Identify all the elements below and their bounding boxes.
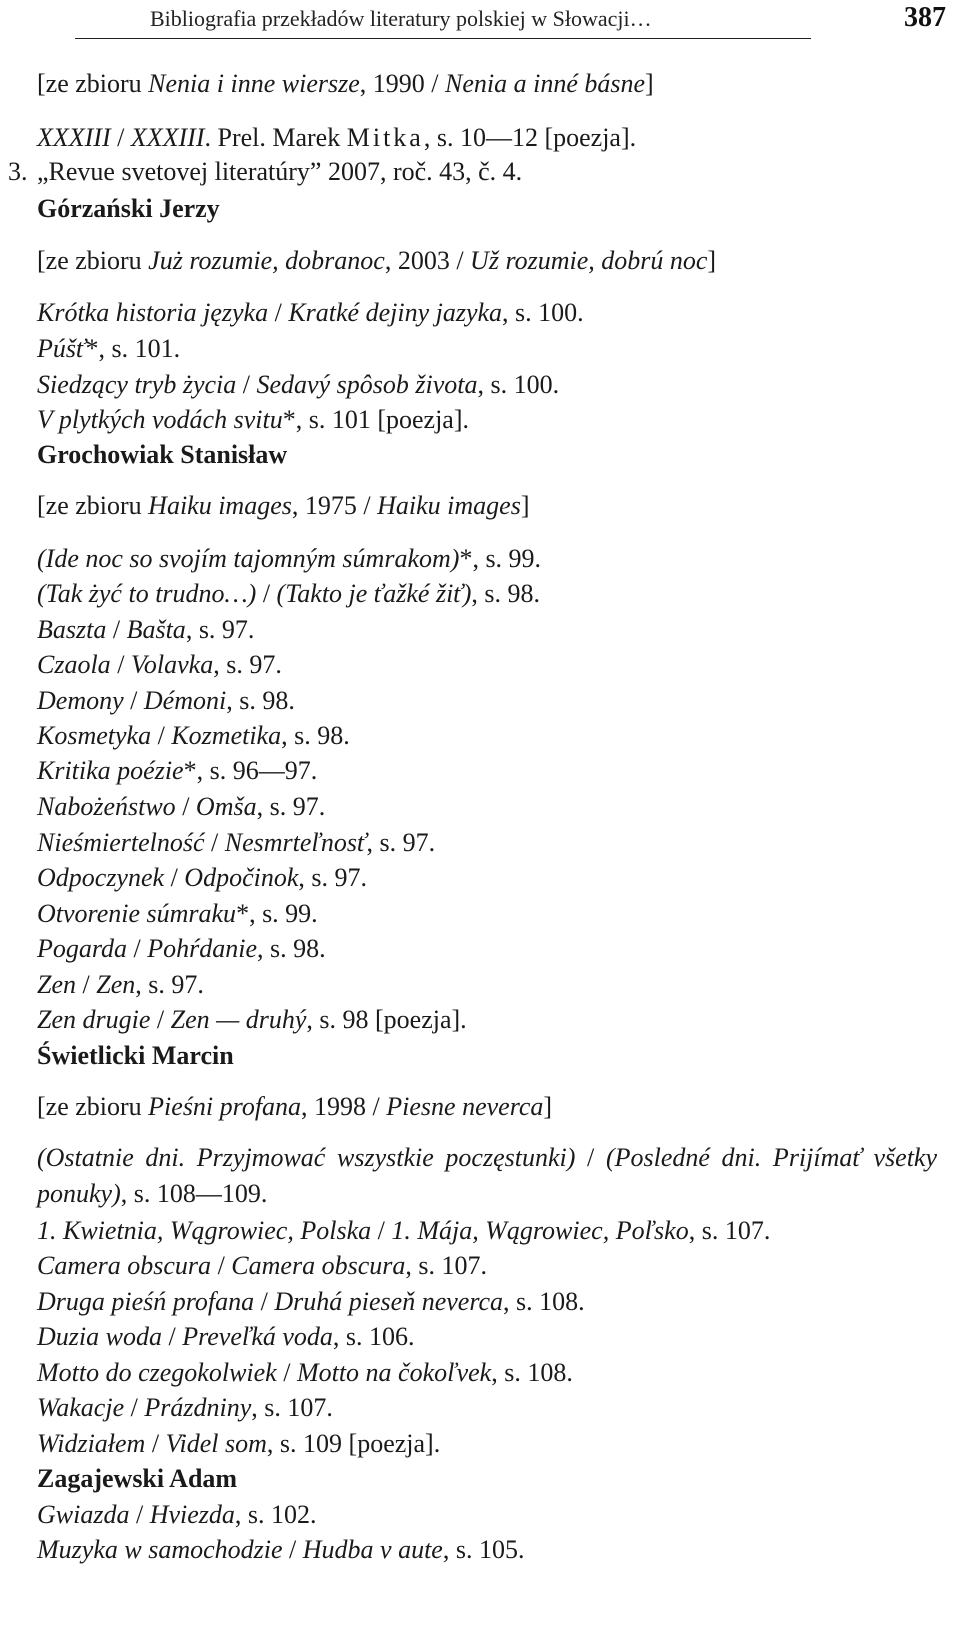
bibliography-entry [37,649,940,681]
entry-text: , 2003 / [384,246,471,275]
entry-text: / [204,828,225,857]
bibliography-entry [37,1250,940,1282]
italic-title: Pieśni profana [148,1092,302,1121]
entry-text: / [282,1535,303,1564]
italic-title: Odpoczynek [37,863,165,892]
bibliography-entry [37,755,940,787]
italic-title: (Takto je ťažké žiť) [276,579,472,608]
entry-text: ] [707,246,717,275]
author-line [37,193,940,225]
italic-title: Czaola [37,650,111,679]
entry-text: *, s. 101. [85,334,181,363]
entry-text: , s. 98 [poezja]. [306,1005,467,1034]
bibliography-entry [37,614,940,646]
entry-text: / [276,1358,297,1387]
italic-title: Motto do czegokolwiek [37,1358,277,1387]
entry-text: ] [520,491,530,520]
bibliography-entry [37,578,940,610]
entry-text: , s. 108. [491,1358,573,1387]
italic-title: Nenia a inné básne [445,69,646,98]
entry-text: [ze zbioru [37,1092,149,1121]
entry-text: / [150,1005,171,1034]
bibliography-entry [37,1357,940,1389]
italic-title: Hudba v aute [302,1535,443,1564]
italic-title: V plytkých vodách svitu [37,405,283,434]
entry-text: , s. 10—12 [poezja]. [423,123,637,152]
italic-title: XXXIII [130,123,205,152]
bibliography-entry [37,862,940,894]
author-heading: Zagajewski Adam [37,1464,238,1493]
bibliography-entry [8,156,940,188]
entry-text: , 1998 / [301,1092,387,1121]
entry-text: / [256,579,277,608]
bibliography-entry [37,1428,940,1460]
entry-text: *, s. 101 [poezja]. [282,405,469,434]
entry-text: [ze zbioru [37,69,149,98]
entry-text: , s. 97. [135,970,204,999]
bibliography-entry [37,245,940,277]
italic-title: Pohŕdanie [147,934,258,963]
italic-title: (Tak żyć to trudno…) [37,579,257,608]
italic-title: Demony [37,686,124,715]
bibliography-entry [37,969,940,1001]
bibliography-entry [37,1534,940,1566]
entry-text: / [236,370,257,399]
italic-title: Haiku images [148,491,292,520]
bibliography-entry [37,122,940,154]
bibliography-entry [37,297,940,329]
italic-title: (Ide noc so svojím tajomným súmrakom) [37,544,460,573]
entry-text: , s. 97. [298,863,368,892]
entry-text: / [371,1216,392,1245]
translator-name: Mitka [346,123,424,152]
bibliography-entry [37,827,940,859]
italic-title: Krótka historia języka [37,298,269,327]
entry-text: , s. 97. [256,792,326,821]
italic-title: Zen [37,970,76,999]
header-divider [75,38,811,39]
italic-title: (Ostatnie dni. Przyjmować wszystkie poczęstunki) [37,1143,576,1172]
bibliography-entry [37,490,940,522]
entry-text: , 1975 / [291,491,378,520]
italic-title: Nabożeństwo [37,792,176,821]
italic-title: Zen drugie [37,1005,151,1034]
bibliography-entry [37,369,940,401]
bibliography-entry [37,1286,940,1318]
italic-title: 1. Kwietnia, Wągrowiec, Polska [37,1216,372,1245]
entry-text: , s. 108. [503,1287,585,1316]
italic-title: Duzia woda [37,1322,162,1351]
italic-title: XXXIII [37,123,111,152]
entry-text: , s. 107. [405,1251,487,1280]
entry-number: 3. [8,157,28,186]
entry-text: ] [543,1092,553,1121]
entry-text: / [110,123,131,152]
italic-title: Hviezda [149,1500,235,1529]
italic-title: Motto na čokoľvek [296,1358,492,1387]
author-line [37,439,940,471]
entry-text: , s. 102. [234,1500,317,1529]
entry-text: , s. 98. [281,721,350,750]
author-heading: Grochowiak Stanisław [37,440,288,469]
entry-text: / [124,1393,145,1422]
entry-text: , s. 98. [226,686,295,715]
entry-text: [ze zbioru [37,491,149,520]
italic-title: Kozmetika [171,721,282,750]
entry-text: , s. 100. [477,370,560,399]
entry-text: „Revue svetovej literatúry” 2007, roč. 43, č. 4. [37,157,523,186]
entry-text: *, s. 99. [236,899,318,928]
entry-text: / [151,721,172,750]
entry-text: *, s. 99. [459,544,542,573]
bibliography-entry [37,685,940,717]
entry-text: / [175,792,196,821]
entry-text: / [575,1143,606,1172]
bibliography-entry [37,333,940,365]
italic-title: 1. Mája, Wągrowiec, Poľsko [391,1216,689,1245]
bibliography-entry [37,720,940,752]
entry-text: / [211,1251,232,1280]
bibliography-entry [37,1392,940,1424]
italic-title: Prázdniny [144,1393,252,1422]
bibliography-entry-wrapped [37,1140,937,1212]
entry-text: , s. 97. [366,828,436,857]
italic-title: Démoni [143,686,227,715]
italic-title: Camera obscura [231,1251,406,1280]
italic-title: Už rozumie, dobrú noc [470,246,708,275]
italic-title: Nenia i inne wiersze [148,69,360,98]
italic-title: Bašta [126,615,186,644]
bibliography-entry [37,791,940,823]
italic-title: Piesne neverca [386,1092,544,1121]
italic-title: Volavka [130,650,214,679]
italic-title: Widziałem [37,1429,146,1458]
italic-title: Pogarda [37,934,128,963]
italic-title: Druga pieśń profana [37,1287,255,1316]
entry-text: / [106,615,127,644]
bibliography-entry [37,1215,940,1247]
italic-title: Druhá pieseň neverca [274,1287,504,1316]
entry-text: [ze zbioru [37,246,149,275]
bibliography-entry [37,933,940,965]
italic-title: Muzyka w samochodzie [37,1535,283,1564]
bibliography-entry [37,543,940,575]
italic-title: Camera obscura [37,1251,212,1280]
italic-title: Kosmetyka [37,721,152,750]
italic-title: Kratké dejiny jazyka [288,298,503,327]
entry-text: / [76,970,97,999]
bibliography-entry [37,1499,940,1531]
bibliography-entry [37,1321,940,1353]
italic-title: Zen [96,970,136,999]
entry-text: , 1990 / [359,69,445,98]
entry-text: / [161,1322,183,1351]
entry-text: , s. 106. [332,1322,415,1351]
italic-title: Haiku images [377,491,521,520]
running-title: Bibliografia przekładów literatury polskiej w Słowacji… [150,6,652,31]
page-number: 387 [904,2,946,33]
bibliography-entry [37,1004,940,1036]
italic-title: (Posledné dni. Prijímať všetky ponuky) [37,1143,937,1208]
italic-title: Gwiazda [37,1500,130,1529]
italic-title: Siedzący tryb życia [37,370,237,399]
italic-title: Videl som [165,1429,267,1458]
italic-title: Już rozumie, dobranoc [148,246,385,275]
entry-text: ] [645,69,654,98]
italic-title: Kritika poézie [37,756,184,785]
author-line [37,1463,940,1495]
entry-text: , s. 107. [688,1216,771,1245]
entry-text: , s. 97. [213,650,282,679]
italic-title: Odpočinok [184,863,299,892]
entry-text: / [164,863,185,892]
italic-title: Nesmrteľnosť [224,828,367,857]
entry-text: / [123,686,144,715]
entry-text: / [145,1429,166,1458]
entry-text: , s. 97. [185,615,255,644]
entry-text: *, s. 96—97. [183,756,318,785]
author-line [37,1040,940,1072]
entry-text: , s. 109 [poezja]. [266,1429,441,1458]
italic-title: Preveľká voda [182,1322,333,1351]
entry-text: / [129,1500,150,1529]
bibliography-entry [37,1091,940,1123]
entry-text: / [127,934,148,963]
entry-text: , s. 105. [442,1535,525,1564]
entry-text: , s. 108—109. [120,1179,268,1208]
italic-title: Sedavý spôsob života [256,370,478,399]
author-heading: Świetlicki Marcin [37,1041,234,1070]
italic-title: Zen — druhý [170,1005,307,1034]
bibliography-entry [37,404,940,436]
entry-text: . Prel. Marek [204,123,347,152]
entry-text: , s. 100. [502,298,584,327]
bibliography-entry [37,898,940,930]
entry-text: , s. 98. [257,934,326,963]
italic-title: Otvorenie súmraku [37,899,237,928]
entry-text: / [254,1287,275,1316]
author-heading: Górzański Jerzy [37,194,220,223]
entry-text: / [268,298,289,327]
italic-title: Púšť [37,334,86,363]
entry-text: , s. 107. [251,1393,333,1422]
entry-text: / [110,650,131,679]
bibliography-entry [37,68,940,100]
italic-title: Baszta [37,615,107,644]
italic-title: Omša [195,792,257,821]
entry-text: , s. 98. [471,579,541,608]
italic-title: Nieśmiertelność [37,828,205,857]
italic-title: Wakacje [37,1393,125,1422]
